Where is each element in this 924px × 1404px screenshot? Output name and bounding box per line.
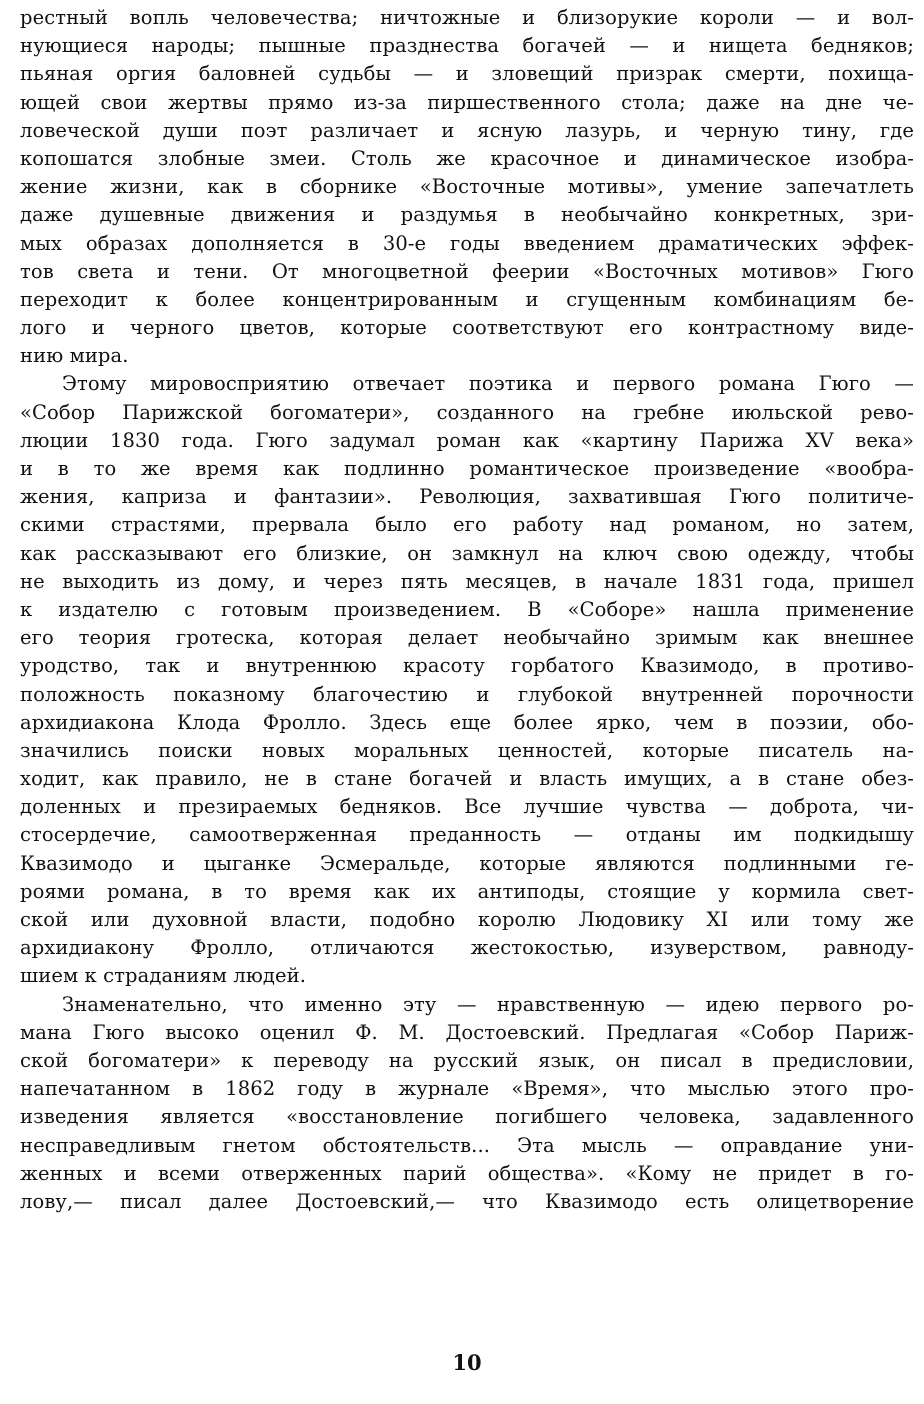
text-line: лову,— писал далее Достоевский,— что Квазимодо есть олицетворение	[20, 1189, 914, 1213]
text-line: Этому мировосприятию отвечает поэтика и первого романа Гюго —	[62, 372, 914, 396]
text-line: лого и черного цветов, которые соответствуют его контрастному виде-	[20, 316, 914, 340]
page-number: 10	[452, 1350, 482, 1375]
text-line: значились поиски новых моральных ценностей, которые писатель на-	[20, 738, 914, 762]
text-line: даже душевные движения и раздумья в необычайно конкретных, зри-	[20, 203, 914, 227]
text-line: пьяная оргия баловней судьбы — и зловещий призрак смерти, похища-	[20, 62, 914, 86]
text-line: жение жизни, как в сборнике «Восточные мотивы», умение запечатлеть	[20, 175, 914, 199]
text-line: не выходить из дому, и через пять месяцев, в начале 1831 года, пришел	[20, 569, 914, 593]
text-line: как рассказывают его близкие, он замкнул на ключ свою одежду, чтобы	[20, 541, 914, 565]
text-line: скими страстями, прервала было его работу над романом, но затем,	[20, 513, 914, 537]
text-line: Квазимодо и цыганке Эсмеральде, которые являются подлинными ге-	[20, 851, 914, 875]
body-text	[20, 4, 914, 1216]
text-line: изведения является «восстановление погибшего человека, задавленного	[20, 1105, 914, 1129]
text-line: архидиакона Клода Фролло. Здесь еще более ярко, чем в поэзии, обо-	[20, 710, 914, 734]
text-line: несправедливым гнетом обстоятельств... Эта мысль — оправдание уни-	[20, 1133, 914, 1157]
text-line: архидиакону Фролло, отличаются жестокостью, изуверством, равноду-	[20, 936, 914, 960]
text-line: нию мира.	[20, 344, 129, 368]
text-line: ской или духовной власти, подобно королю Людовику XI или тому же	[20, 908, 914, 931]
paragraph	[20, 991, 914, 1217]
text-line: мана Гюго высоко оценил Ф. М. Достоевский. Предлагая «Собор Париж-	[20, 1020, 914, 1044]
text-line: уродство, так и внутреннюю красоту горбатого Квазимодо, в противо-	[20, 654, 914, 678]
text-line: рестный вопль человечества; ничтожные и близорукие короли — и вол-	[20, 6, 914, 29]
text-line: ловеческой души поэт различает и ясную лазурь, и черную тину, где	[20, 118, 914, 142]
text-line: шием к страданиям людей.	[20, 964, 307, 988]
text-line: его теория гротеска, которая делает необычайно зримым как внешнее	[20, 626, 914, 650]
text-line: переходит к более концентрированным и сгущенным комбинациям бе-	[20, 287, 914, 311]
text-line: доленных и презираемых бедняков. Все лучшие чувства — доброта, чи-	[20, 795, 914, 819]
text-line: положность показному благочестию и глубокой внутренней порочности	[20, 682, 914, 706]
text-line: напечатанном в 1862 году в журнале «Время», что мыслью этого про-	[20, 1077, 914, 1101]
text-line: копошатся злобные змеи. Столь же красочное и динамическое изобра-	[20, 146, 914, 170]
book-page	[20, 4, 914, 1400]
text-line: ской богоматери» к переводу на русский язык, он писал в предисловии,	[20, 1048, 914, 1072]
text-line: и в то же время как подлинно романтическое произведение «вообра-	[20, 457, 914, 480]
text-line: мых образах дополняется в 30-е годы введением драматических эффек-	[20, 231, 914, 255]
text-line: «Собор Парижской богоматери», созданного на гребне июльской рево-	[20, 400, 914, 424]
text-line: жения, каприза и фантазии». Революция, захватившая Гюго политиче-	[20, 485, 914, 509]
text-line: Знаменательно, что именно эту — нравственную — идею первого ро-	[62, 992, 914, 1016]
text-line: ходит, как правило, не в стане богачей и власть имущих, а в стане обез-	[20, 767, 914, 791]
paragraph	[20, 4, 914, 370]
text-line: тов света и тени. От многоцветной феерии «Восточных мотивов» Гюго	[20, 259, 914, 283]
text-line: стосердечие, самоотверженная преданность — отданы им подкидышу	[20, 823, 914, 847]
paragraph	[20, 370, 914, 990]
text-line: нующиеся народы; пышные празднества богачей — и нищета бедняков;	[20, 34, 914, 58]
text-line: женных и всеми отверженных парий общества». «Кому не придет в го-	[20, 1161, 914, 1185]
text-line: к издателю с готовым произведением. В «Соборе» нашла применение	[20, 597, 914, 621]
text-line: ющей свои жертвы прямо из-за пиршественного стола; даже на дне че-	[20, 90, 914, 114]
text-line: роями романа, в то время как их антиподы, стоящие у кормила свет-	[20, 879, 914, 903]
text-line: люции 1830 года. Гюго задумал роман как «картину Парижа XV века»	[20, 428, 914, 452]
